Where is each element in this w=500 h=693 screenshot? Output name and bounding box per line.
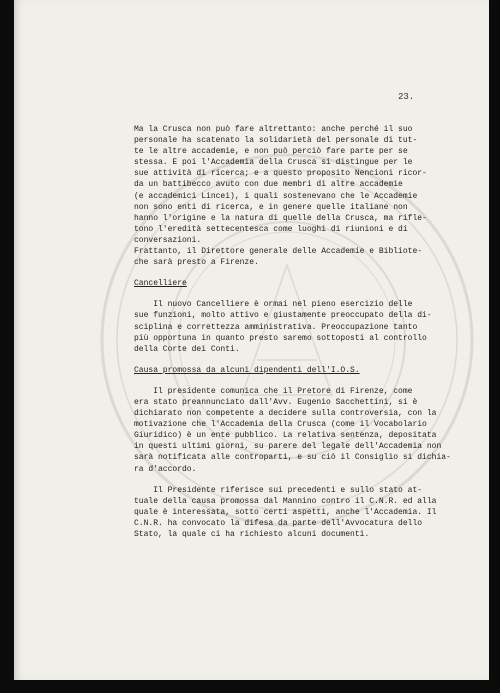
text-line: della Corte dei Conti. <box>134 344 240 354</box>
paragraph-causa-pretore <box>134 386 451 475</box>
text-line: quale è interessata, sotto certi aspetti, anche l'Accademia. Il <box>134 507 437 517</box>
text-line: dichiarato non competente a decidere sulla controversia, con la <box>134 409 437 419</box>
page-number: 23. <box>398 92 415 102</box>
text-line: Il Presidente riferisce sui precedenti e sullo stato at- <box>134 485 423 495</box>
text-line: Il nuovo Cancelliere è ormai nel pieno esercizio delle <box>134 300 413 310</box>
text-line: da un battibecco avuto con due membri di altre accademie <box>134 180 403 190</box>
text-line: conversazioni. <box>134 235 202 245</box>
text-line: stessa. E poi l'Accademia della Crusca si distingue per le <box>134 158 413 168</box>
paragraph-cancelliere <box>134 299 434 354</box>
text-line: ra d'accordo. <box>134 464 197 474</box>
text-line: in questi ultimi giorni, su parere del legale dell'Accademia non <box>134 442 442 452</box>
text-line: Frattanto, il Direttore generale delle Accademie e Bibliote- <box>134 247 423 257</box>
text-line: Stato, la quale ci ha richiesto alcuni documenti. <box>134 530 370 539</box>
text-line: Giuridico) è un ente pubblico. La relativa sentenza, depositata <box>134 431 437 441</box>
document-page <box>14 0 489 680</box>
text-line: sue funzioni, molto attivo e giustamente preoccupato della di- <box>134 311 432 321</box>
text-line: che sarà presto a Firenze. <box>134 258 259 268</box>
paragraph-causa-mannino <box>134 485 437 540</box>
text-line: era stato preannunciato dall'Avv. Eugenio Sacchettini, si è <box>134 397 418 407</box>
section-heading-cancelliere: Cancelliere <box>134 279 187 289</box>
text-line: te le altre accademie, e non può perciò fare parte per se <box>134 147 408 157</box>
text-line: Il presidente comunica che il Pretore di Firenze, come <box>134 386 413 396</box>
text-line: più opportuna in quanto presto saremo sottoposti al controllo <box>134 333 427 343</box>
text-line: sarà notificata alle controparti, e su ciò il Consiglio si dichia- <box>134 453 451 463</box>
text-line: personale ha scatenato la solidarietà del personale di tut- <box>134 136 418 146</box>
text-line: (e accademici Lincei), i quali sostenevano che le Accademie <box>134 191 418 201</box>
text-line: tuale della causa promossa dal Mannino contro il C.N.R. ed alla <box>134 496 437 506</box>
text-line: C.N.R. ha convocato la difesa da parte dell'Avvocatura dello <box>134 518 423 528</box>
document-body <box>134 124 451 540</box>
text-line: non sono enti di ricerca, e in genere quelle italiane non <box>134 202 408 212</box>
paragraph-crusca <box>134 124 434 268</box>
text-line: motivazione che l'Accademia della Crusca (come il Vocabolario <box>134 420 427 430</box>
text-line: tono l'eredità settecentesca come luoghi di riunioni e di <box>134 224 408 234</box>
text-line: sue attività di ricerca; e a questo proposito Nencioni ricor- <box>134 169 427 179</box>
section-heading-causa: Causa promossa da alcuni dipendenti dell'I.O.S. <box>134 365 360 375</box>
text-line: Ma la Crusca non può fare altrettanto: anche perché il suo <box>134 125 413 134</box>
text-line: sciplina e correttezza amministrativa. Preoccupazione tanto <box>134 322 418 332</box>
text-line: hanno l'origine e la natura di quelle della Crusca, ma rifle- <box>134 213 427 223</box>
